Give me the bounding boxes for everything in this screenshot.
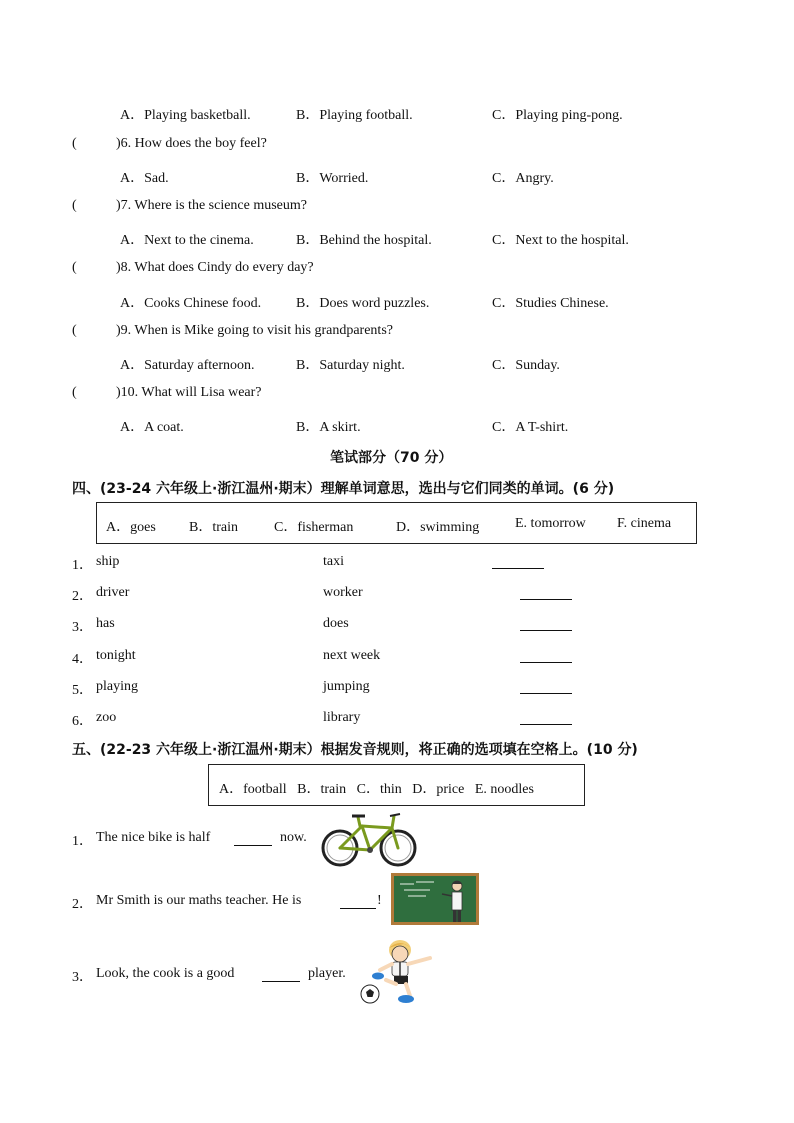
q7-option-b: B．Behind the hospital.: [296, 233, 432, 248]
s5-item1-after: now.: [280, 830, 307, 845]
q6-option-b: B．Worried.: [296, 171, 369, 186]
q6-option-c: C．Angry.: [492, 171, 554, 186]
s5-item3-before: Look, the cook is a good: [96, 966, 235, 981]
q10-open-paren: (: [72, 385, 77, 400]
q7-option-c: C．Next to the hospital.: [492, 233, 629, 248]
q5-option-a: A．Playing basketball.: [120, 108, 251, 123]
s4-row2-answer-blank[interactable]: [520, 599, 572, 600]
s5-item1-before: The nice bike is half: [96, 830, 211, 845]
q8-option-c: C．Studies Chinese.: [492, 296, 609, 311]
q9-option-c: C．Sunday.: [492, 358, 560, 373]
bicycle-illustration: [320, 808, 420, 868]
s4-row1-answer-blank[interactable]: [492, 568, 544, 569]
q9-question: )9. When is Mike going to visit his grandparents?: [116, 323, 393, 338]
s5-item3-answer-blank[interactable]: [262, 981, 300, 982]
s4-row5-answer-blank[interactable]: [520, 693, 572, 694]
s4-option-f: F. cinema: [617, 516, 672, 531]
s4-option-e: E. tomorrow: [515, 516, 586, 531]
s4-row3-word2: does: [323, 616, 349, 631]
q6-option-a: A．Sad.: [120, 171, 169, 186]
boy-kicking-football-illustration: [356, 936, 440, 1006]
s5-item2-answer-blank[interactable]: [340, 908, 376, 909]
s4-option-a: A．goes: [106, 520, 156, 535]
q9-open-paren: (: [72, 323, 77, 338]
s5-options-line: A．football B．train C．thin D．price E. noodles: [219, 782, 534, 797]
q7-open-paren: (: [72, 198, 77, 213]
q10-question: )10. What will Lisa wear?: [116, 385, 262, 400]
q10-option-c: C．A T-shirt.: [492, 420, 569, 435]
s5-item1-num: 1．: [72, 834, 93, 849]
q9-option-a: A．Saturday afternoon.: [120, 358, 255, 373]
q6-open-paren: (: [72, 136, 77, 151]
s4-option-b: B．train: [189, 520, 238, 535]
s4-row6-num: 6．: [72, 714, 93, 729]
s5-item1-answer-blank[interactable]: [234, 845, 272, 846]
s4-row1-word2: taxi: [323, 554, 344, 569]
s4-row2-word1: driver: [96, 585, 130, 600]
s4-row1-word1: ship: [96, 554, 120, 569]
s4-row4-word2: next week: [323, 648, 381, 663]
s5-item2-after: !: [377, 893, 382, 908]
s4-row1-num: 1．: [72, 558, 93, 573]
s4-row5-num: 5．: [72, 683, 93, 698]
s4-row2-num: 2．: [72, 589, 93, 604]
section5-options-box: [208, 764, 585, 806]
s4-row3-num: 3．: [72, 620, 93, 635]
s4-row4-answer-blank[interactable]: [520, 662, 572, 663]
s5-item3-after: player.: [308, 966, 346, 981]
teacher-at-blackboard-illustration: [390, 872, 482, 928]
s5-item3-num: 3．: [72, 970, 93, 985]
q8-question: )8. What does Cindy do every day?: [116, 260, 314, 275]
s4-row5-word1: playing: [96, 679, 138, 694]
q5-option-b: B．Playing football.: [296, 108, 413, 123]
written-section-header: 笔试部分（70 分）: [330, 450, 453, 466]
s4-row3-answer-blank[interactable]: [520, 630, 572, 631]
q10-option-a: A．A coat.: [120, 420, 184, 435]
q6-question: )6. How does the boy feel?: [116, 136, 267, 151]
s5-item2-before: Mr Smith is our maths teacher. He is: [96, 893, 302, 908]
s4-row6-word1: zoo: [96, 710, 117, 725]
q9-option-b: B．Saturday night.: [296, 358, 405, 373]
section4-options-box: [96, 502, 697, 544]
q7-question: )7. Where is the science museum?: [116, 198, 308, 213]
s4-option-c: C．fisherman: [274, 520, 354, 535]
q8-option-b: B．Does word puzzles.: [296, 296, 430, 311]
q8-option-a: A．Cooks Chinese food.: [120, 296, 262, 311]
s4-option-d: D．swimming: [396, 520, 480, 535]
s4-row6-answer-blank[interactable]: [520, 724, 572, 725]
q5-option-c: C．Playing ping-pong.: [492, 108, 623, 123]
section5-title: 五、(22-23 六年级上·浙江温州·期末）根据发音规则，将正确的选项填在空格上。(10 分): [72, 742, 638, 758]
section4-title: 四、(23-24 六年级上·浙江温州·期末）理解单词意思，选出与它们同类的单词。(6 分): [72, 481, 615, 497]
q10-option-b: B．A skirt.: [296, 420, 361, 435]
s4-row2-word2: worker: [323, 585, 363, 600]
s4-row4-num: 4．: [72, 652, 93, 667]
s4-row6-word2: library: [323, 710, 361, 725]
s5-item2-num: 2．: [72, 897, 93, 912]
s4-row3-word1: has: [96, 616, 115, 631]
q8-open-paren: (: [72, 260, 77, 275]
q7-option-a: A．Next to the cinema.: [120, 233, 254, 248]
s4-row5-word2: jumping: [323, 679, 370, 694]
s4-row4-word1: tonight: [96, 648, 136, 663]
